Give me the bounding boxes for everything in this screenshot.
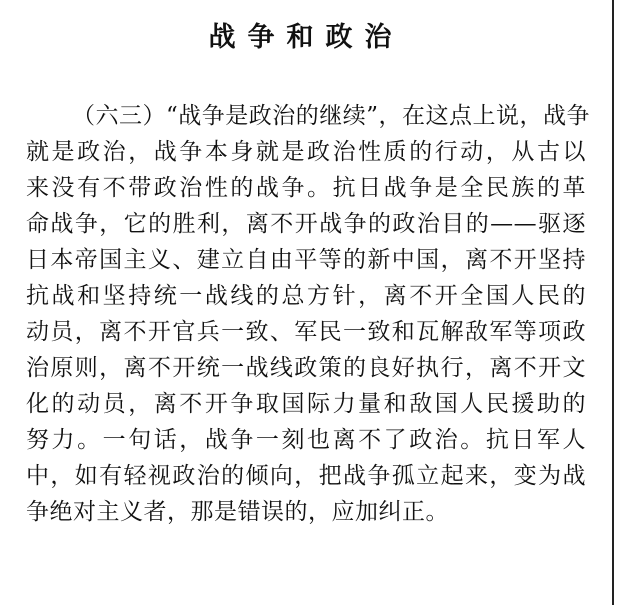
- paragraph-line: 日本帝国主义、建立自由平等的新中国，离不开坚持: [26, 247, 586, 273]
- page-edge-rule: [612, 0, 614, 605]
- paragraph-line: 中，如有轻视政治的倾向，把战争孤立起来，变为战: [26, 463, 586, 489]
- paragraph-line: 抗战和坚持统一战线的总方针，离不开全国人民的: [26, 283, 586, 309]
- paragraph-line: 来没有不带政治性的战争。抗日战争是全民族的革: [26, 175, 586, 201]
- paragraph-line: 命战争，它的胜利，离不开战争的政治目的——驱逐: [26, 211, 586, 237]
- paragraph-line: （六三）“战争是政治的继续”，在这点上说，战争: [72, 103, 591, 129]
- section-heading: 战争和政治: [208, 22, 404, 53]
- paragraph-line: 治原则，离不开统一战线政策的良好执行，离不开文: [26, 355, 586, 381]
- paragraph-line: 化的动员，离不开争取国际力量和敌国人民援助的: [26, 391, 586, 417]
- paragraph-line: 争绝对主义者，那是错误的，应加纠正。: [26, 499, 449, 525]
- paragraph-line: 动员，离不开官兵一致、军民一致和瓦解敌军等项政: [26, 319, 586, 345]
- paragraph-line: 努力。一句话，战争一刻也离不了政治。抗日军人: [26, 427, 586, 453]
- paragraph-line: 就是政治，战争本身就是政治性质的行动，从古以: [26, 139, 586, 165]
- body-paragraph: [26, 98, 591, 530]
